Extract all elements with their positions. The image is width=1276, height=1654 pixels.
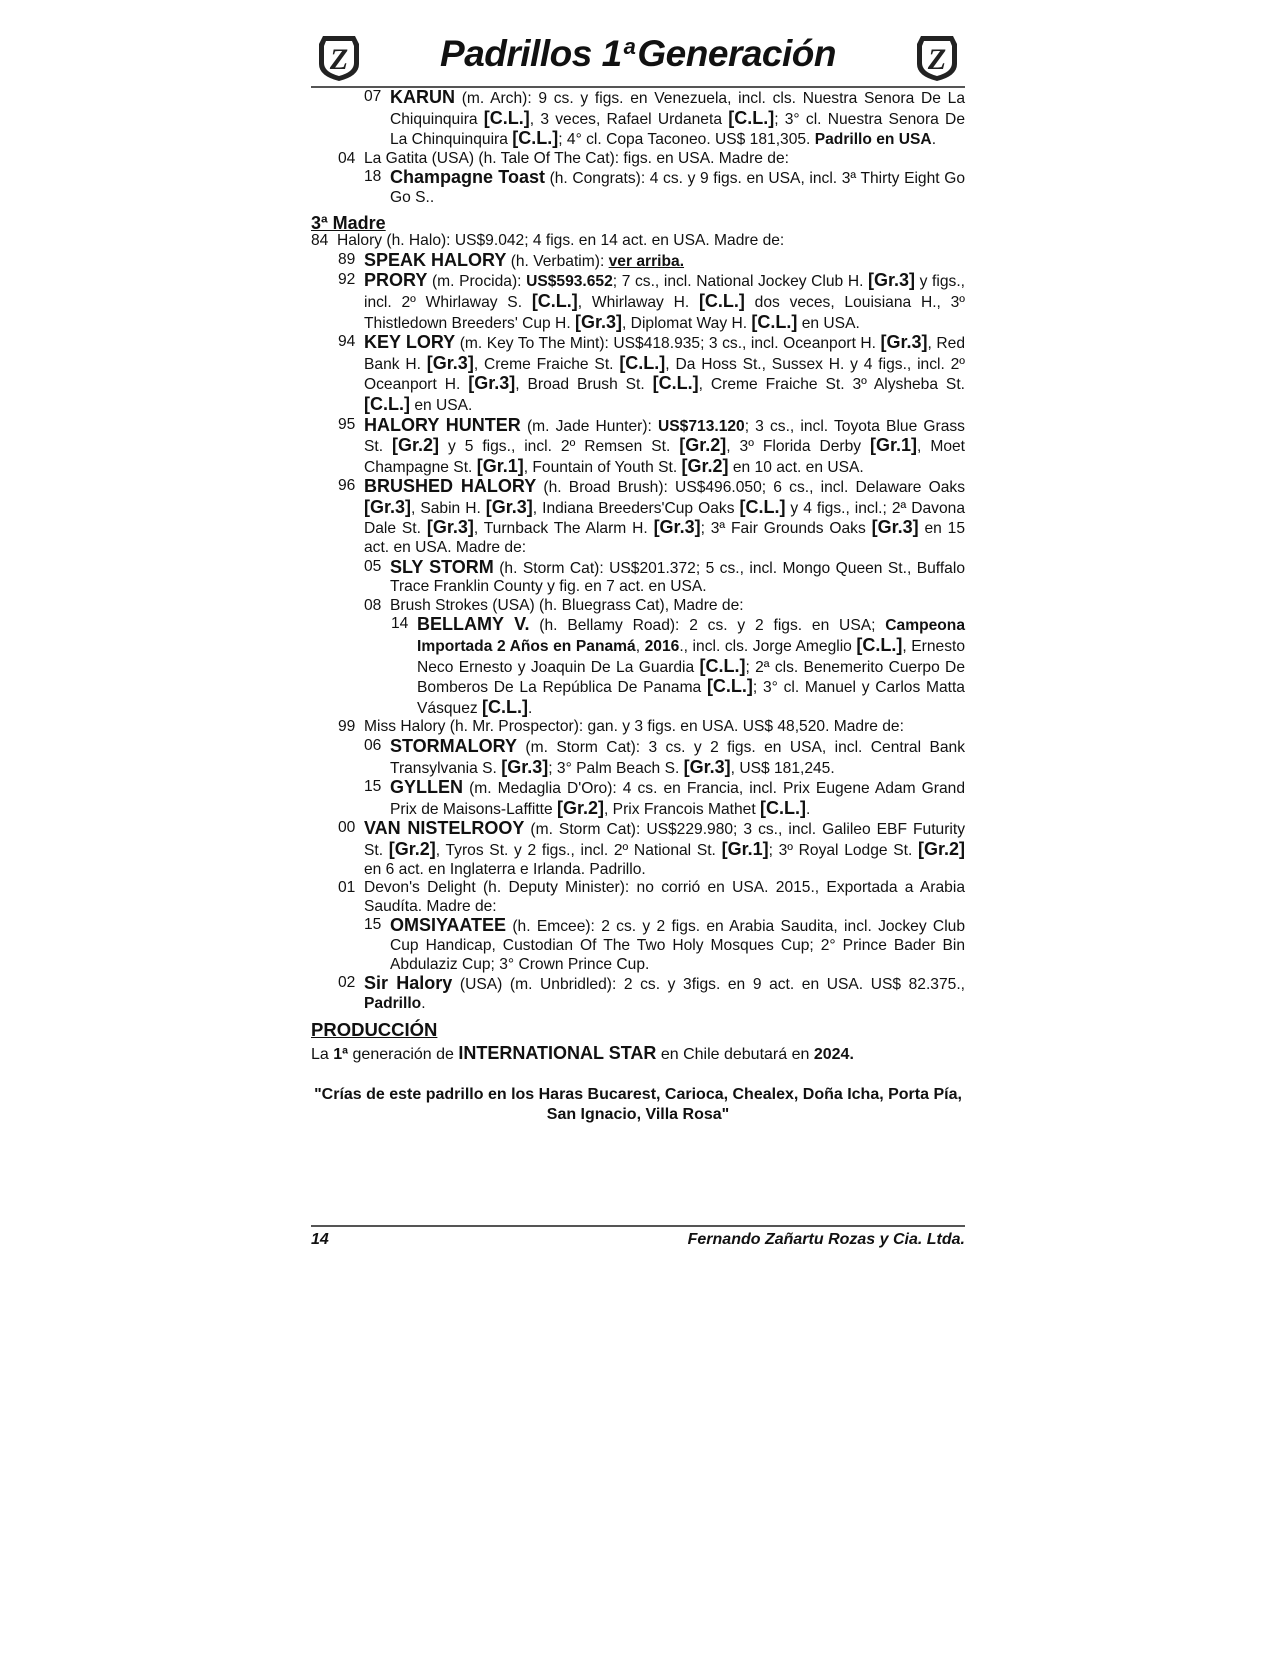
pedigree-entry: 94 KEY LORY (m. Key To The Mint): US$418.935; 3 cs., incl. Oceanport H. [Gr.3], Red Bank H. [Gr.3], Creme Fraiche St. [C.L.], Da Hoss St., Sussex H. y 4 figs., incl. 2º Oceanport H. [Gr.3], Broad Brush St. [C.L.], Creme Fraiche St. 3º Alysheba St. [C.L.] en USA. bbox=[338, 332, 965, 414]
section-title: PRODUCCIÓN bbox=[311, 1019, 438, 1041]
pedigree-entry: 08 Brush Strokes (USA) (h. Bluegrass Cat), Madre de: bbox=[364, 596, 744, 614]
pedigree-entry: 01 Devon's Delight (h. Deputy Minister): no corrió en USA. 2015., Exportada a Arabia Saudíta. Madre de: bbox=[338, 879, 965, 915]
pedigree-entry: 14 BELLAMY V. (h. Bellamy Road): 2 cs. y 2 figs. en USA; Campeona Importada 2 Años en Panamá, 2016., incl. cls. Jorge Ameglio [C.L.], Ernesto Neco Ernesto y Joaquin De La Guardia [C.L.]; 2ª cls. Benemerito Cuerpo De Bomberos De La República De Panama [C.L.]; 3° cl. Manuel y Carlos Matta Vásquez [C.L.]. bbox=[391, 614, 966, 717]
pedigree-entry: 92 PRORY (m. Procida): US$593.652; 7 cs., incl. National Jockey Club H. [Gr.3] y figs., incl. 2º Whirlaway S. [C.L.], Whirlaway H. [C.L.] dos veces, Louisiana H., 3º Thistledown Breeders' Cup H. [Gr.3], Diplomat Way H. [C.L.] en USA. bbox=[338, 270, 966, 332]
page-title: Padrillos 1$^a$Generación bbox=[440, 33, 836, 74]
pedigree-entry: 15 OMSIYAATEE (h. Emcee): 2 cs. y 2 figs. en Arabia Saudita, incl. Jockey Club Cup Handicap, Custodian Of The Two Holy Mosques Cup; 2° Prince Bader Bin Abdulaziz Cup; 3° Crown Prince Cup. bbox=[364, 915, 965, 973]
page-footer bbox=[311, 1225, 965, 1249]
pedigree-content bbox=[311, 88, 965, 1125]
pedigree-entry: 04 La Gatita (USA) (h. Tale Of The Cat): figs. en USA. Madre de: bbox=[338, 149, 789, 167]
production-quote: "Crías de este padrillo en los Haras Bucarest, Carioca, Chealex, Doña Icha, Porta Pía, San Ignacio, Villa Rosa" bbox=[314, 1085, 962, 1123]
pedigree-entry: 15 GYLLEN (m. Medaglia D'Oro): 4 cs. en Francia, incl. Prix Eugene Adam Grand Prix de Maisons-Laffitte [Gr.2], Prix Francois Mathet [C.L.]. bbox=[364, 777, 965, 818]
pedigree-entry: 99 Miss Halory (h. Mr. Prospector): gan. y 3 figs. en USA. US$ 48,520. Madre de: bbox=[338, 718, 904, 736]
pedigree-entry: 84 Halory (h. Halo): US$9.042; 4 figs. en 14 act. en USA. Madre de: bbox=[311, 232, 785, 250]
pedigree-entry: 00 VAN NISTELROOY (m. Storm Cat): US$229.980; 3 cs., incl. Galileo EBF Futurity St. [Gr.2], Tyros St. y 2 figs., incl. 2º National St. [Gr.1]; 3º Royal Lodge St. [Gr.2] en 6 act. en Inglaterra e Irlanda. Padrillo. bbox=[338, 818, 965, 878]
production-text: La 1ª generación de INTERNATIONAL STAR en Chile debutará en 2024. bbox=[311, 1042, 854, 1063]
section-title: 3ª Madre bbox=[311, 212, 386, 233]
svg-text:Z: Z bbox=[329, 43, 349, 76]
pedigree-entry: 89 SPEAK HALORY (h. Verbatim): ver arriba. bbox=[338, 249, 685, 270]
footer-company: Fernando Zañartu Rozas y Cia. Ltda. bbox=[687, 1231, 965, 1248]
pedigree-entry: 06 STORMALORY (m. Storm Cat): 3 cs. y 2 figs. en USA, incl. Central Bank Transylvania S. [Gr.3]; 3° Palm Beach S. [Gr.3], US$ 181,245. bbox=[364, 736, 965, 777]
svg-text:Z: Z bbox=[927, 43, 947, 76]
pedigree-entry: 02 Sir Halory (USA) (m. Unbridled): 2 cs. y 3figs. en 9 act. en USA. US$ 82.375., Padrillo. bbox=[338, 973, 965, 1012]
page-header bbox=[311, 30, 965, 88]
page bbox=[311, 30, 965, 1125]
logo-icon bbox=[913, 34, 961, 82]
pedigree-entry: 95 HALORY HUNTER (m. Jade Hunter): US$713.120; 3 cs., incl. Toyota Blue Grass St. [Gr.2] y 5 figs., incl. 2º Remsen St. [Gr.2], 3º Florida Derby [Gr.1], Moet Champagne St. [Gr.1], Fountain of Youth St. [Gr.2] en 10 act. en USA. bbox=[338, 414, 965, 476]
pedigree-entry: 18 Champagne Toast (h. Congrats): 4 cs. y 9 figs. en USA, incl. 3ª Thirty Eight Go Go S.. bbox=[364, 167, 966, 206]
pedigree-entry: 05 SLY STORM (h. Storm Cat): US$201.372; 5 cs., incl. Mongo Queen St., Buffalo Trace Franklin County y fig. en 7 act. en USA. bbox=[364, 556, 965, 596]
pedigree-entry: 07 KARUN (m. Arch): 9 cs. y figs. en Venezuela, incl. cls. Nuestra Senora De La Chiquinquira [C.L.], 3 veces, Rafael Urdaneta [C.L.]; 3° cl. Nuestra Senora De La Chinquinquira [C.L.]; 4° cl. Copa Taconeo. US$ 181,305. Padrillo en USA. bbox=[364, 87, 965, 149]
pedigree-entry: 96 BRUSHED HALORY (h. Broad Brush): US$496.050; 6 cs., incl. Delaware Oaks [Gr.3], Sabin H. [Gr.3], Indiana Breeders'Cup Oaks [C.L.] y 4 figs., incl.; 2ª Davona Dale St. [Gr.3], Turnback The Alarm H. [Gr.3]; 3ª Fair Grounds Oaks [Gr.3] en 15 act. en USA. Madre de: bbox=[338, 476, 966, 557]
page-number: 14 bbox=[311, 1231, 329, 1248]
